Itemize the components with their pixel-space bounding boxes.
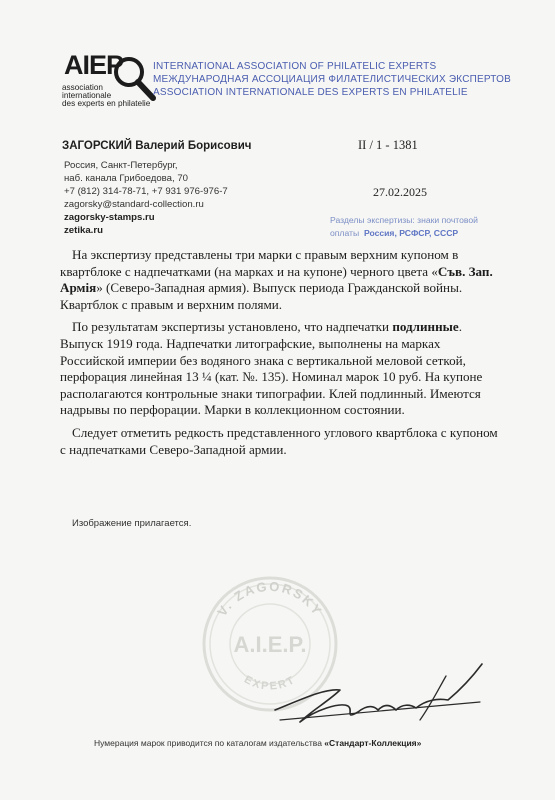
text-run: На экспертизу представлены три марки с правым верхним купоном в квартблоке с надпечатками (на марках и на купоне) черного цвета « (60, 247, 459, 279)
website-link: zagorsky-stamps.ru (64, 212, 155, 224)
attachment-note: Изображение прилагается. (72, 518, 192, 529)
address-line: наб. канала Грибоедова, 70 (64, 173, 189, 185)
website-link: zetika.ru (64, 225, 103, 237)
sections-label-cont: оплаты (330, 228, 360, 238)
seal-top-text: V. ZAGORSKY (214, 578, 326, 619)
handwritten-signature (270, 660, 500, 730)
paragraph-description (60, 247, 500, 313)
org-name-fr: ASSOCIATION INTERNATIONALE DES EXPERTS EN PHILATELIE (153, 87, 468, 98)
sections-list: Россия, РСФСР, СССР (363, 228, 459, 238)
expertise-sections (330, 214, 478, 240)
aiep-logo (62, 50, 154, 112)
logo-sub-line: des experts en philatelie (62, 99, 151, 108)
logo-sub-line: internationale (62, 91, 112, 100)
sections-label: Разделы экспертизы: знаки почтовой (330, 215, 478, 225)
expert-name: ЗАГОРСКИЙ Валерий Борисович (62, 140, 252, 152)
paragraph-conclusion (60, 319, 500, 419)
text-run: » (Северо-Западная армия). Выпуск периода Гражданской войны. Квартблок с правым и верхним полями. (60, 280, 463, 312)
catalog-footer (94, 738, 421, 748)
address-line: Россия, Санкт-Петербург, (64, 160, 178, 171)
seal-bottom-text: EXPERT (242, 673, 298, 693)
certificate-date: 27.02.2025 (373, 185, 427, 199)
organization-names (153, 60, 511, 99)
svg-text:V. ZAGORSKY (214, 579, 326, 619)
certificate-number: II / 1 - 1381 (358, 138, 418, 152)
text-run: . Выпуск 1919 года. Надпечатки литографские, выполнены на марках Российской империи без водяного знака с вертикальной меловой сеткой, перфорация линейная 13 ¼ (кат. №. 135). Номинал марок 10 руб. На купоне располагаются контрольные знаки типографии. Клей подлинный. Имеются надрывы по перфорации. Марки в коллекционном состоянии. (60, 319, 483, 418)
footer-text: Нумерация марок приводится по каталогам издательства (94, 738, 325, 748)
overprint-text: Съв. Зап. Армiя (60, 263, 493, 296)
text-run: По результатам экспертизы установлено, что надпечатки (72, 319, 393, 335)
footer-publisher: «Стандарт-Коллекция» (324, 738, 422, 748)
org-name-ru: МЕЖДУНАРОДНАЯ АССОЦИАЦИЯ ФИЛАТЕЛИСТИЧЕСКИХ ЭКСПЕРТОВ (153, 74, 512, 85)
logo-sub-line: association (62, 83, 103, 92)
paragraph-note: Следует отметить редкость представленного углового квартблока с купоном с надпечатками Северо-Западной армии. (60, 424, 498, 457)
logo-letters: AIEP (64, 50, 124, 80)
genuine-verdict: подлинные (392, 319, 459, 335)
seal-center-text: A.I.E.P. (233, 632, 307, 657)
org-name-en: INTERNATIONAL ASSOCIATION OF PHILATELIC EXPERTS (153, 61, 437, 72)
phone-numbers: +7 (812) 314-78-71, +7 931 976-976-7 (64, 186, 228, 198)
email: zagorsky@standard-collection.ru (64, 199, 204, 211)
logo-subtitle (62, 84, 150, 108)
certificate-body (60, 247, 500, 464)
expert-contacts (64, 159, 228, 238)
